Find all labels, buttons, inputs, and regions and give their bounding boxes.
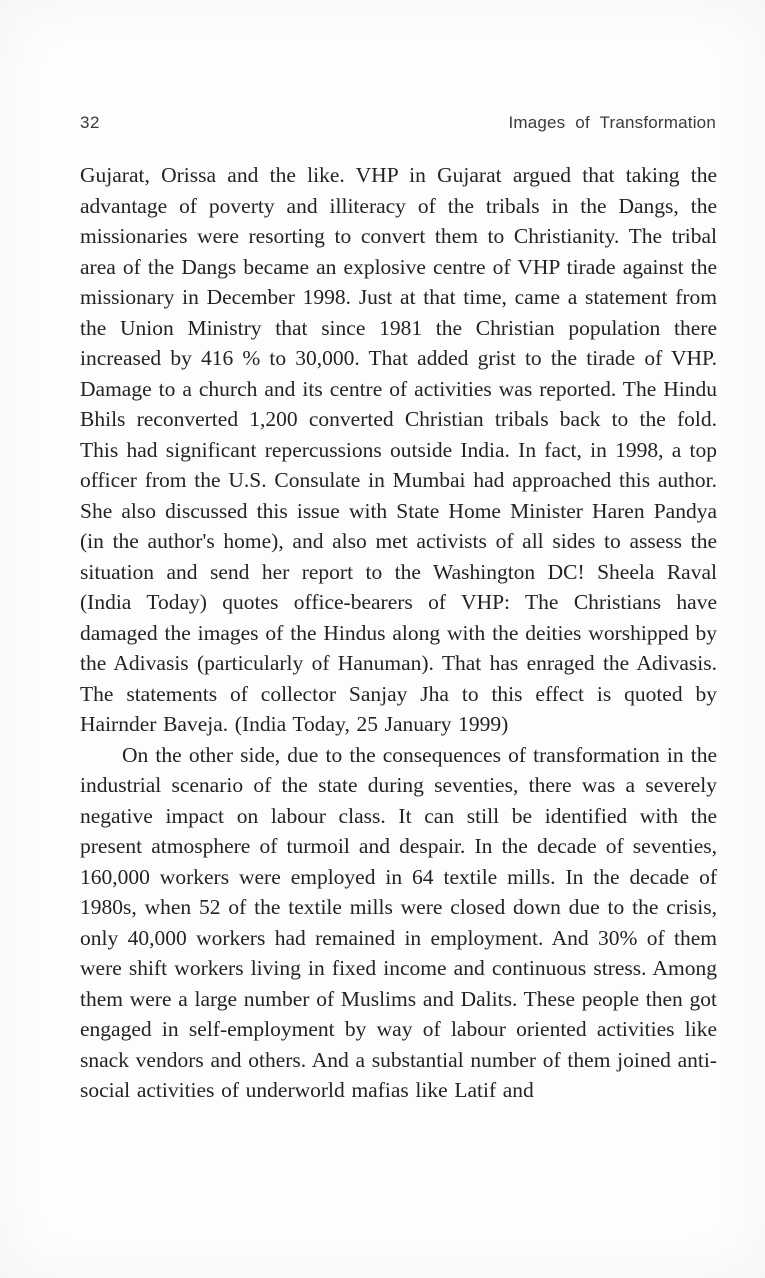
body-text [80, 160, 717, 1106]
page-number: 32 [80, 113, 100, 132]
paragraph-2: On the other side, due to the consequences of transformation in the industrial scenario of the state during seventies, there was a severely negative impact on labour class. It can still be identified with the present atmosphere of turmoil and despair. In the decade of seventies, 160,000 workers were employed in 64 textile mills. In the decade of 1980s, when 52 of the textile mills were closed down due to the crisis, only 40,000 workers had remained in employment. And 30% of them were shift workers living in fixed income and continuous stress. Among them were a large number of Muslims and Dalits. These people then got engaged in self-employment by way of labour oriented activities like snack vendors and others. And a substantial number of them joined anti-social activities of underworld mafias like Latif and [80, 742, 717, 1102]
running-head-title: Images of Transformation [508, 113, 716, 132]
running-header [80, 113, 716, 133]
paragraph-1: Gujarat, Orissa and the like. VHP in Gujarat argued that taking the advantage of poverty and illiteracy of the tribals in the Dangs, the missionaries were resorting to convert them to Christianity. The tribal area of the Dangs became an explosive centre of VHP tirade against the missionary in December 1998. Just at that time, came a statement from the Union Ministry that since 1981 the Christian population there increased by 416 % to 30,000. That added grist to the tirade of VHP. Damage to a church and its centre of activities was reported. The Hindu Bhils reconverted 1,200 converted Christian tribals back to the fold. This had significant repercussions outside India. In fact, in 1998, a top officer from the U.S. Consulate in Mumbai had approached this author. She also discussed this issue with State Home Minister Haren Pandya (in the author's home), and also met activists of all sides to assess the situation and send her report to the Washington DC! Sheela Raval (India Today) quotes office-bearers of VHP: The Christians have damaged the images of the Hindus along with the deities worshipped by the Adivasis (particularly of Hanuman). That has enraged the Adivasis. The statements of collector Sanjay Jha to this effect is quoted by Hairnder Baveja. (India Today, 25 January 1999) [80, 163, 717, 736]
